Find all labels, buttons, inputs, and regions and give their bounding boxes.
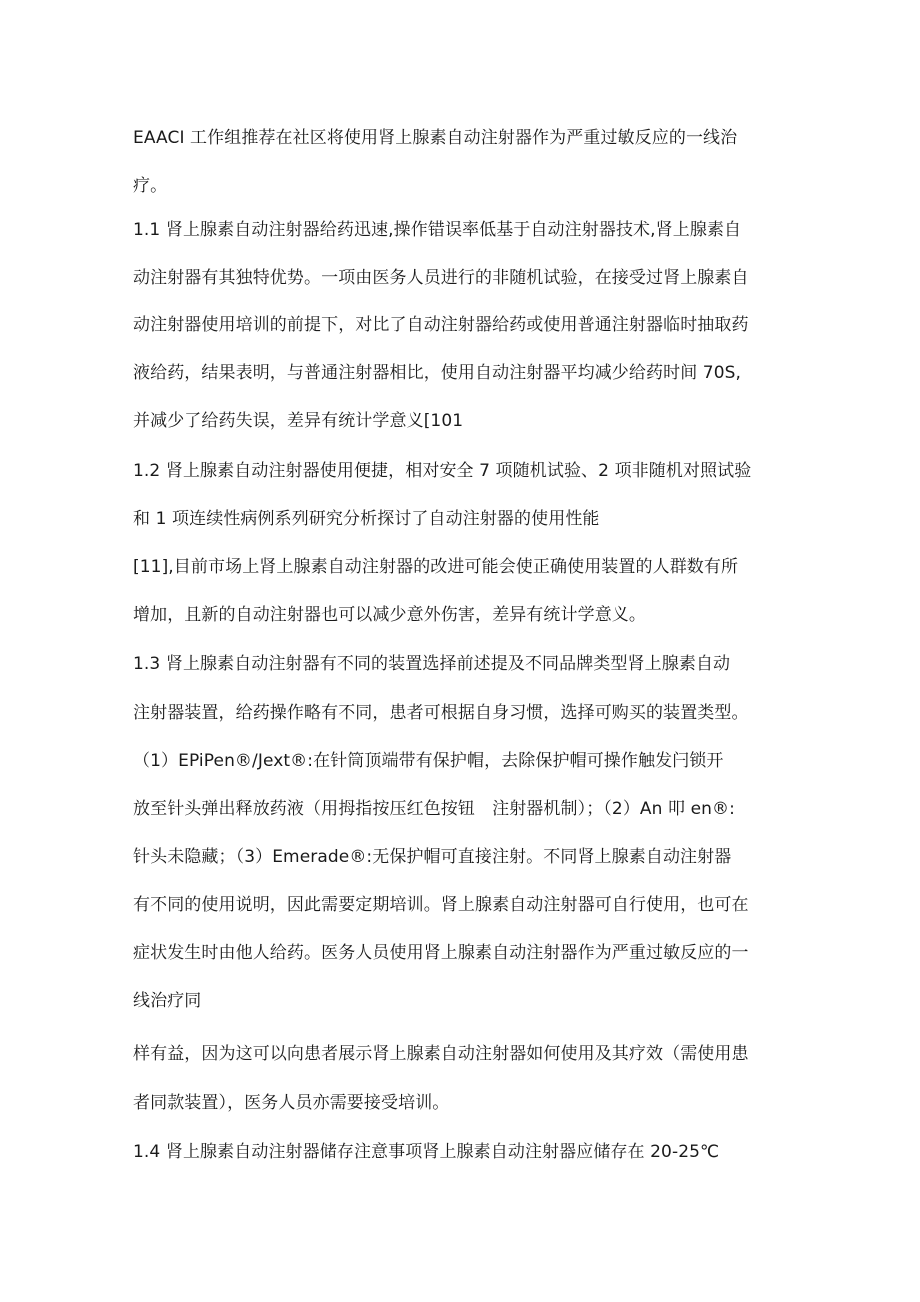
text-line: 样有益，因为这可以向患者展示肾上腺素自动注射器如何使用及其疗效（需使用患 [133, 1044, 749, 1064]
text-line: 线治疗同 [133, 991, 202, 1011]
text-line: 动注射器有其独特优势。一项由医务人员进行的非随机试验，在接受过肾上腺素自 [133, 268, 749, 288]
text-line: 1.3 肾上腺素自动注射器有不同的装置选择前述提及不同品牌类型肾上腺素自动 [133, 654, 731, 674]
text-line: 并减少了给药失误，差异有统计学意义[101 [133, 411, 464, 431]
text-line: 动注射器使用培训的前提下，对比了自动注射器给药或使用普通注射器临时抽取药 [133, 315, 749, 335]
text-line: （1）EPiPen®/Jext®:在针筒顶端带有保护帽，去除保护帽可操作触发闩锁开 [133, 751, 724, 771]
text-line: 注射器装置，给药操作略有不同，患者可根据自身习惯，选择可购买的装置类型。 [133, 703, 749, 723]
text-line: EAACI 工作组推荐在社区将使用肾上腺素自动注射器作为严重过敏反应的一线治 [133, 128, 738, 148]
text-line: 增加，且新的自动注射器也可以减少意外伤害，差异有统计学意义。 [133, 605, 646, 625]
text-line: 症状发生时由他人给药。医务人员使用肾上腺素自动注射器作为严重过敏反应的一 [133, 943, 749, 963]
text-line: 液给药，结果表明，与普通注射器相比，使用自动注射器平均减少给药时间 70S, [133, 363, 742, 383]
text-line: 1.4 肾上腺素自动注射器储存注意事项肾上腺素自动注射器应储存在 20-25℃ [133, 1142, 720, 1162]
text-line: 针头未隐藏；（3）Emerade®:无保护帽可直接注射。不同肾上腺素自动注射器 [133, 847, 732, 867]
text-line: 放至针头弹出释放药液（用拇指按压红色按钮 注射器机制）；（2）An 叩 en®: [133, 799, 735, 819]
text-line: 者同款装置），医务人员亦需要接受培训。 [133, 1093, 450, 1113]
text-line: 1.1 肾上腺素自动注射器给药迅速,操作错误率低基于自动注射器技术,肾上腺素自 [133, 220, 742, 240]
text-line: 有不同的使用说明，因此需要定期培训。肾上腺素自动注射器可自行使用，也可在 [133, 895, 749, 915]
text-line: 和 1 项连续性病例系列研究分析探讨了自动注射器的使用性能 [133, 509, 600, 529]
text-line: [11],目前市场上肾上腺素自动注射器的改进可能会使正确使用装置的人群数有所 [133, 557, 739, 577]
text-line: 疗。 [133, 176, 168, 196]
text-line: 1.2 肾上腺素自动注射器使用便捷，相对安全 7 项随机试验、2 项非随机对照试验 [133, 461, 752, 481]
